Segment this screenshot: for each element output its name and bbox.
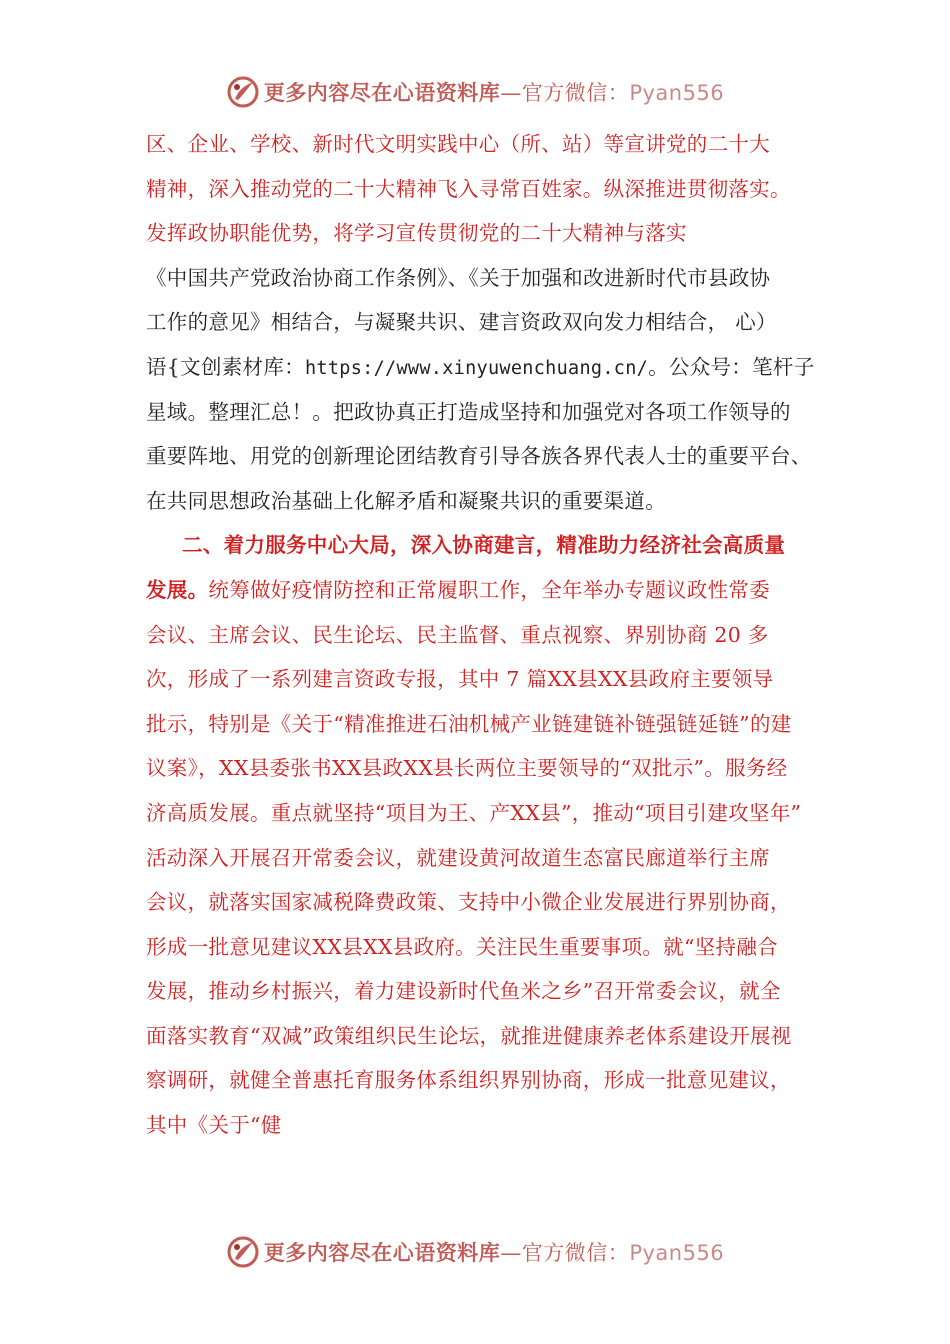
body-line: 批示，特别是《关于“精准推进石油机械产业链建链补链强链延链”的建 xyxy=(146,711,792,736)
source-url-link[interactable]: https://www.xinyuwenchuang.cn/ xyxy=(304,357,649,379)
section-heading-text: 二、着力服务中心大局，深入协商建言，精准助力经济社会高质量 xyxy=(182,533,786,558)
header-separator: —官方微信： xyxy=(500,81,630,105)
header-title: 更多内容尽在心语资料库 xyxy=(263,81,501,105)
header-text xyxy=(264,77,724,107)
footer-title: 更多内容尽在心语资料库 xyxy=(263,1241,501,1265)
body-line: 发展，推动乡村振兴，着力建设新时代鱼米之乡”召开常委会议，就全 xyxy=(146,979,781,1004)
body-line: 重要阵地、用党的创新理论团结教育引导各族各界代表人士的重要平台、 xyxy=(146,444,812,469)
body-text: 。公众号：笔杆子 xyxy=(648,354,815,379)
body-line: 其中《关于“健 xyxy=(146,1113,282,1138)
body-line: 会议、主席会议、民生论坛、民主监督、重点视察、界别协商 20 多 xyxy=(146,622,769,647)
body-line: 活动深入开展召开常委会议，就建设黄河故道生态富民廊道举行主席 xyxy=(146,845,770,870)
header-banner xyxy=(0,72,950,112)
body-line: 议案》，XX县委张书XX县政XX县长两位主要领导的“双批示”。服务经 xyxy=(146,756,788,781)
body-text: 语{文创素材库： xyxy=(146,354,305,379)
footer-banner xyxy=(0,1232,950,1272)
footer-text xyxy=(264,1237,724,1267)
body-line: 济高质发展。重点就坚持“项目为王、产XX县”，推动“项目引建攻坚年” xyxy=(146,800,802,825)
body-line: 星域。整理汇总！。把政协真正打造成坚持和加强党对各项工作领导的 xyxy=(146,399,791,424)
brush-leaf-logo-icon xyxy=(226,1235,260,1269)
body-line: 《中国共产党政治协商工作条例》、《关于加强和改进新时代市县政协 xyxy=(146,265,771,290)
body-line: 面落实教育“双减”政策组织民生论坛，就推进健康养老体系建设开展视 xyxy=(146,1023,792,1048)
body-line: 区、企业、学校、新时代文明实践中心（所、站）等宣讲党的二十大 xyxy=(146,132,770,156)
body-line: 在共同思想政治基础上化解矛盾和凝聚共识的重要渠道。 xyxy=(146,488,666,513)
body-line: 察调研，就健全普惠托育服务体系组织界别协商，形成一批意见建议， xyxy=(146,1068,791,1093)
body-text: 统筹做好疫情防控和正常履职工作，全年举办专题议政性常委 xyxy=(208,577,771,602)
section-heading-tail: 发展。 xyxy=(146,577,209,602)
body-line: 会议，就落实国家减税降费政策、支持中小微企业发展进行界别协商， xyxy=(146,890,791,915)
body-line: 工作的意见》相结合，与凝聚共识、建言资政双向发力相结合， 心） xyxy=(146,310,777,335)
brush-leaf-logo-icon xyxy=(226,75,260,109)
document-body xyxy=(146,122,846,1148)
footer-wechat-id: Pyan556 xyxy=(629,1241,725,1265)
section-heading xyxy=(146,523,846,568)
body-line: 发挥政协职能优势，将学习宣传贯彻党的二十大精神与落实 xyxy=(146,221,687,246)
body-line xyxy=(146,568,846,613)
body-line: 精神，深入推动党的二十大精神飞入寻常百姓家。纵深推进贯彻落实。 xyxy=(146,176,791,201)
footer-separator: —官方微信： xyxy=(500,1241,630,1265)
body-line: 形成一批意见建议XX县XX县政府。关注民生重要事项。就“坚持融合 xyxy=(146,934,778,959)
body-line: 次，形成了一系列建言资政专报，其中 7 篇XX县XX县政府主要领导 xyxy=(146,667,774,692)
header-wechat-id: Pyan556 xyxy=(629,81,725,105)
body-line xyxy=(146,345,846,390)
